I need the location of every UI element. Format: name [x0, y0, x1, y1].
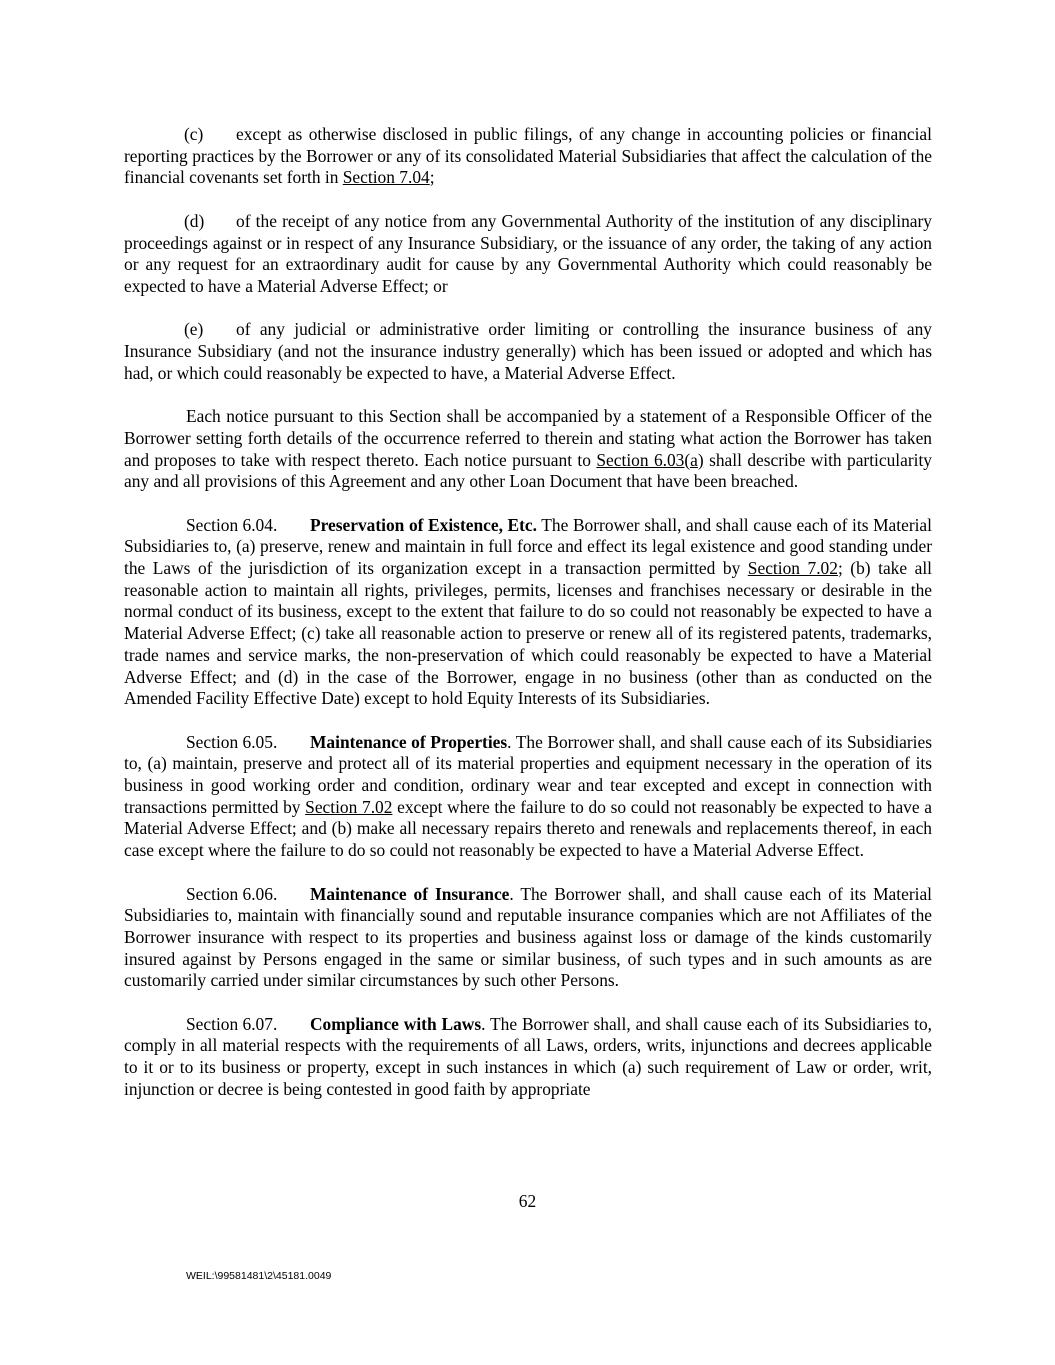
notice-paragraph: [124, 406, 932, 493]
clause-c: [124, 124, 932, 189]
section-6-07: [124, 1014, 932, 1101]
section-6-05-text: . The Borrower shall, and shall cause each of its Subsidiaries to, (a) maintain, preserve and protect all of its material properties and equipment necessary in the operation of its business in good working order and condition, ordinary wear and tear excepted and except in connection with transactions permitted by: [124, 731, 932, 817]
section-6-03a-reference[interactable]: Section 6.03(a): [596, 449, 704, 470]
clause-c-label: (c): [184, 124, 204, 144]
section-6-04-heading: Preservation of Existence, Etc.: [310, 514, 537, 535]
section-6-06-heading: Maintenance of Insurance: [310, 883, 510, 904]
document-id: WEIL:\99581481\2\45181.0049: [186, 1270, 332, 1282]
section-6-05-number: Section 6.05.: [186, 731, 278, 752]
clause-d-text: of the receipt of any notice from any Governmental Authority of the institution of any disciplinary proceedings against or in respect of any Insurance Subsidiary, or the issuance of any order, the taking of any action or any request for an extraordinary audit for cause by any Governmental Authority which could reasonably be expected to have a Material Adverse Effect; or: [124, 210, 932, 296]
section-7-04-reference[interactable]: Section 7.04: [342, 167, 430, 188]
notice-text-end: shall describe with particularity any and all provisions of this Agreement and any other Loan Document that have been breached.: [124, 449, 933, 492]
clause-c-text-end: ;: [429, 167, 435, 188]
section-6-04-number: Section 6.04.: [186, 514, 278, 535]
section-6-04-text-end: ; (b) take all reasonable action to maintain all rights, privileges, permits, licenses and franchises necessary or desirable in the normal conduct of its business, except to the extent that failure to do so could not reasonably be expected to have a Material Adverse Effect; (c) take all reasonable action to preserve or renew all of its registered patents, trademarks, trade names and service marks, the non-preservation of which could reasonably be expected to have a Material Adverse Effect; and (d) in the case of the Borrower, engage in no business (other than as conducted on the Amended Facility Effective Date) except to hold Equity Interests of its Subsidiaries.: [124, 558, 932, 709]
document-body: [124, 124, 932, 1122]
section-6-06-number: Section 6.06.: [186, 883, 278, 904]
section-6-06-text: . The Borrower shall, and shall cause each of its Material Subsidiaries to, maintain with financially sound and reputable insurance companies which are not Affiliates of the Borrower insurance with respect to its properties and business against loss or damage of the kinds customarily insured against by Persons engaged in the same or similar business, of such types and in such amounts as are customarily carried under similar circumstances by such other Persons.: [124, 883, 932, 991]
section-6-06: [124, 884, 932, 993]
section-7-02-reference[interactable]: Section 7.02: [305, 796, 393, 817]
section-6-04: [124, 515, 932, 710]
page-number: 62: [518, 1191, 537, 1211]
clause-d: [124, 211, 932, 298]
section-6-05-text-end: except where the failure to do so could not reasonably be expected to have a Material Adverse Effect; and (b) make all necessary repairs thereto and renewals and replacements thereof, in each case except where the failure to do so could not reasonably be expected to have a Material Adverse Effect.: [124, 796, 932, 861]
notice-text: Each notice pursuant to this Section shall be accompanied by a statement of a Responsible Officer of the Borrower setting forth details of the occurrence referred to therein and stating what action the Borrower has taken and proposes to take with respect thereto. Each notice pursuant to: [124, 406, 932, 470]
clause-c-text: except as otherwise disclosed in public filings, of any change in accounting policies or financial reporting practices by the Borrower or any of its consolidated Material Subsidiaries that affect the calculation of the financial covenants set forth in: [124, 124, 932, 188]
section-6-04-text: The Borrower shall, and shall cause each of its Material Subsidiaries to, (a) preserve, renew and maintain in full force and effect its legal existence and good standing under the Laws of the jurisdiction of its organization except in a transaction permitted by: [124, 514, 932, 578]
section-6-07-text: . The Borrower shall, and shall cause each of its Subsidiaries to, comply in all material respects with the requirements of all Laws, orders, writs, injunctions and decrees applicable to it or to its business or property, except in such instances in which (a) such requirement of Law or order, writ, injunction or decree is being contested in good faith by appropriate: [124, 1013, 932, 1099]
clause-e-text: of any judicial or administrative order limiting or controlling the insurance business of any Insurance Subsidiary (and not the insurance industry generally) which has been issued or adopted and which has had, or which could reasonably be expected to have, a Material Adverse Effect.: [124, 319, 932, 383]
section-6-05-heading: Maintenance of Properties: [310, 731, 508, 752]
clause-d-label: (d): [184, 210, 205, 231]
clause-e-label: (e): [184, 319, 204, 340]
clause-e: [124, 319, 932, 384]
section-6-05: [124, 732, 932, 862]
section-6-07-heading: Compliance with Laws: [310, 1013, 482, 1034]
section-6-07-number: Section 6.07.: [186, 1013, 278, 1034]
section-7-02-reference[interactable]: Section 7.02: [747, 558, 838, 578]
